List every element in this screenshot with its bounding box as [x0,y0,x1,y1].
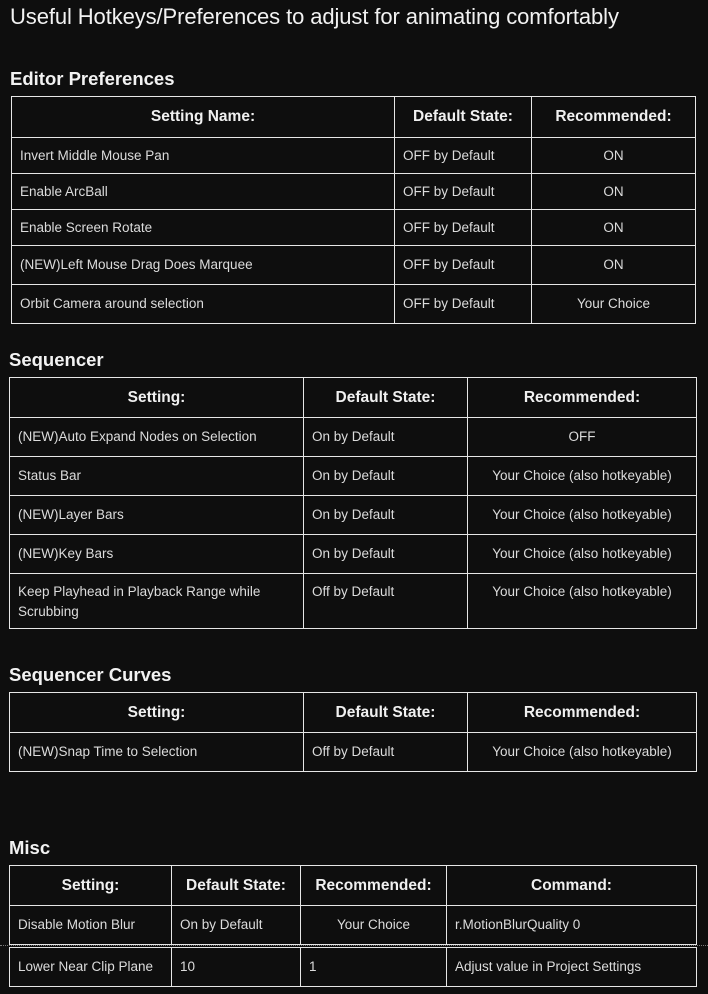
column-header-command: Command: [447,866,697,906]
section-title-sequencer-curves: Sequencer Curves [9,664,172,685]
default-state-cell: On by Default [304,535,468,574]
default-state-cell: On by Default [304,418,468,457]
setting-cell: Orbit Camera around selection [12,285,395,324]
recommended-cell: ON [532,174,696,210]
table-row [10,906,697,945]
misc-table-continued [9,947,697,987]
setting-cell: Keep Playhead in Playback Range while Scrubbing [10,574,304,629]
setting-cell: Status Bar [10,457,304,496]
recommended-cell: Your Choice (also hotkeyable) [468,535,697,574]
table-row [10,535,697,574]
page-break-divider [0,945,708,946]
recommended-cell: Your Choice (also hotkeyable) [468,574,697,629]
table-row [10,733,697,772]
sequencer-curves-table [9,692,697,772]
column-header-default-state: Default State: [395,97,532,138]
setting-cell: Enable Screen Rotate [12,210,395,246]
default-state-cell: OFF by Default [395,138,532,174]
table-header-row [10,693,697,733]
table-row [10,457,697,496]
setting-cell: Disable Motion Blur [10,906,172,945]
table-row [10,948,697,987]
table-row [10,574,697,629]
recommended-cell: ON [532,138,696,174]
table-row [12,138,696,174]
setting-cell: (NEW)Left Mouse Drag Does Marquee [12,246,395,285]
default-state-cell: Off by Default [304,574,468,629]
table-row [10,418,697,457]
default-state-cell: OFF by Default [395,210,532,246]
table-row [12,246,696,285]
setting-cell: Invert Middle Mouse Pan [12,138,395,174]
command-cell: r.MotionBlurQuality 0 [447,906,697,945]
setting-cell: (NEW)Snap Time to Selection [10,733,304,772]
table-row [12,174,696,210]
default-state-cell: OFF by Default [395,246,532,285]
recommended-cell: Your Choice [301,906,447,945]
column-header-setting: Setting: [10,693,304,733]
setting-cell: (NEW)Key Bars [10,535,304,574]
table-row [12,210,696,246]
sequencer-table [9,377,697,629]
section-title-editor-preferences: Editor Preferences [10,68,175,89]
recommended-cell: 1 [301,948,447,987]
section-title-misc: Misc [9,837,51,858]
table-header-row [10,378,697,418]
table-header-row [10,866,697,906]
default-state-cell: 10 [172,948,301,987]
recommended-cell: ON [532,246,696,285]
recommended-cell: Your Choice (also hotkeyable) [468,496,697,535]
setting-cell: (NEW)Layer Bars [10,496,304,535]
column-header-setting-name: Setting Name: [12,97,395,138]
column-header-recommended: Recommended: [301,866,447,906]
setting-cell: Lower Near Clip Plane [10,948,172,987]
table-header-row [12,97,696,138]
default-state-cell: On by Default [304,457,468,496]
misc-table [9,865,697,945]
setting-cell: (NEW)Auto Expand Nodes on Selection [10,418,304,457]
default-state-cell: On by Default [304,496,468,535]
recommended-cell: ON [532,210,696,246]
default-state-cell: OFF by Default [395,174,532,210]
editor-preferences-table [11,96,696,324]
column-header-default-state: Default State: [304,693,468,733]
default-state-cell: Off by Default [304,733,468,772]
table-row [10,496,697,535]
column-header-setting: Setting: [10,378,304,418]
column-header-default-state: Default State: [172,866,301,906]
table-row [12,285,696,324]
recommended-cell: Your Choice (also hotkeyable) [468,457,697,496]
command-cell: Adjust value in Project Settings [447,948,697,987]
default-state-cell: OFF by Default [395,285,532,324]
section-title-sequencer: Sequencer [9,349,104,370]
column-header-default-state: Default State: [304,378,468,418]
column-header-recommended: Recommended: [468,693,697,733]
recommended-cell: Your Choice (also hotkeyable) [468,733,697,772]
column-header-recommended: Recommended: [468,378,697,418]
recommended-cell: Your Choice [532,285,696,324]
default-state-cell: On by Default [172,906,301,945]
recommended-cell: OFF [468,418,697,457]
page-title: Useful Hotkeys/Preferences to adjust for animating comfortably [10,4,619,29]
column-header-setting: Setting: [10,866,172,906]
setting-cell: Enable ArcBall [12,174,395,210]
column-header-recommended: Recommended: [532,97,696,138]
